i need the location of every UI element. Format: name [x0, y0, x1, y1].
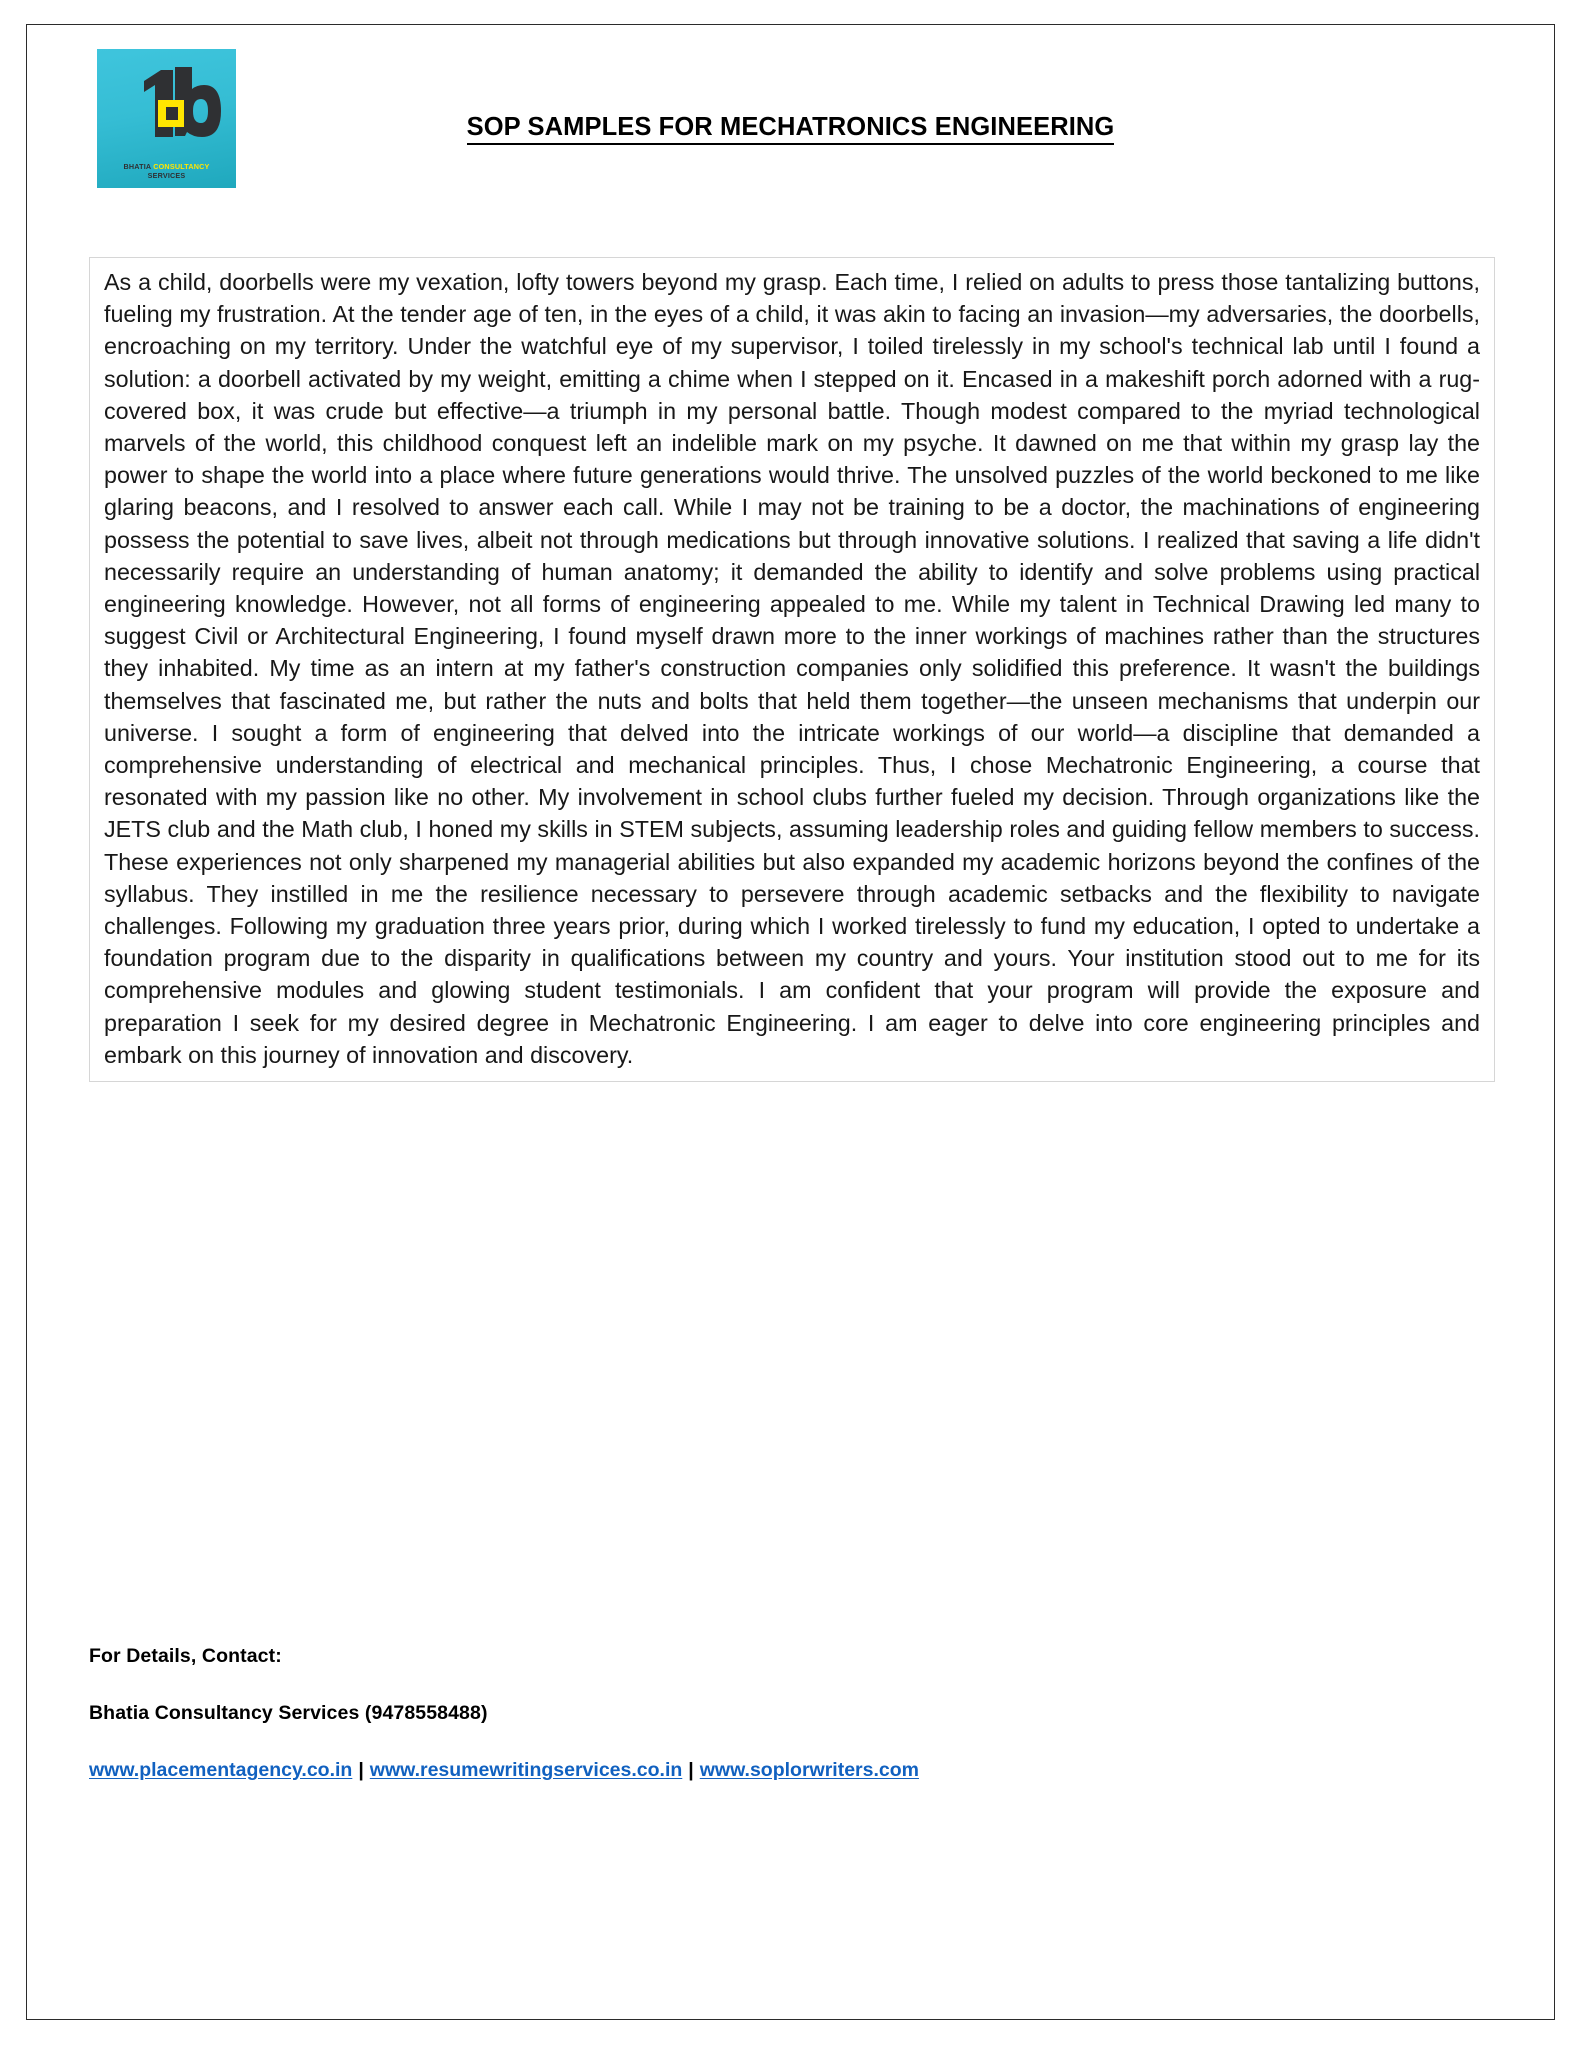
contact-heading: For Details, Contact: [89, 1645, 282, 1667]
sop-text-container [89, 257, 1495, 1082]
sop-body-paragraph: As a child, doorbells were my vexation, lofty towers beyond my grasp. Each time, I relied on adults to press those tantalizing buttons, fueling my frustration. At the tender age of ten, in the eyes of a child, it was akin to facing an invasion—my adversaries, the doorbells, encroaching on my territory. Under the watchful eye of my supervisor, I toiled tirelessly in my school's technical lab until I found a solution: a doorbell activated by my weight, emitting a chime when I stepped on it. Encased in a makeshift porch adorned with a rug-covered box, it was crude but effective—a triumph in my personal battle. Though modest compared to the myriad technological marvels of the world, this childhood conquest left an indelible mark on my psyche. It dawned on me that within my grasp lay the power to shape the world into a place where future generations would thrive. The unsolved puzzles of the world beckoned to me like glaring beacons, and I resolved to answer each call. While I may not be training to be a doctor, the machinations of engineering possess the potential to save lives, albeit not through medications but through innovative solutions. I realized that saving a life didn't necessarily require an understanding of human anatomy; it demanded the ability to identify and solve problems using practical engineering knowledge. However, not all forms of engineering appealed to me. While my talent in Technical Drawing led many to suggest Civil or Architectural Engineering, I found myself drawn more to the inner workings of machines rather than the structures they inhabited. My time as an intern at my father's construction companies only solidified this preference. It wasn't the buildings themselves that fascinated me, but rather the nuts and bolts that held them together—the unseen mechanisms that underpin our universe. I sought a form of engineering that delved into the intricate workings of our world—a discipline that demanded a comprehensive understanding of electrical and mechanical principles. Thus, I chose Mechatronic Engineering, a course that resonated with my passion like no other. My involvement in school clubs further fueled my decision. Through organizations like the JETS club and the Math club, I honed my skills in STEM subjects, assuming leadership roles and guiding fellow members to success. These experiences not only sharpened my managerial abilities but also expanded my academic horizons beyond the confines of the syllabus. They instilled in me the resilience necessary to persevere through academic setbacks and the flexibility to navigate challenges. Following my graduation three years prior, during which I worked tirelessly to fund my education, I opted to undertake a foundation program due to the disparity in qualifications between my country and yours. Your institution stood out to me for its comprehensive modules and glowing student testimonials. I am confident that your program will provide the exposure and preparation I seek for my desired degree in Mechatronic Engineering. I am eager to delve into core engineering principles and embark on this journey of innovation and discovery. [104, 269, 1480, 1068]
logo-caption [97, 163, 236, 180]
page-title [27, 25, 1554, 142]
document-page [26, 24, 1555, 2020]
link-resumewritingservices[interactable]: www.resumewritingservices.co.in [369, 1759, 683, 1781]
link-separator-1: | [358, 1759, 364, 1781]
link-separator-2: | [688, 1759, 694, 1781]
link-placementagency[interactable]: www.placementagency.co.in [89, 1759, 353, 1781]
logo-caption-services: SERVICES [147, 170, 186, 180]
page-title-text: SOP SAMPLES FOR MECHATRONICS ENGINEERING [467, 113, 1115, 145]
link-soplorwriters[interactable]: www.soplorwriters.com [699, 1759, 919, 1781]
logo-caption-consultancy: CONSULTANCY [153, 162, 210, 172]
company-name-phone: Bhatia Consultancy Services (9478558488) [89, 1702, 488, 1724]
document-footer [89, 1645, 1495, 1782]
logo-caption-bhatia: BHATIA [123, 162, 154, 172]
footer-links [89, 1759, 1495, 1782]
document-header [27, 25, 1554, 185]
